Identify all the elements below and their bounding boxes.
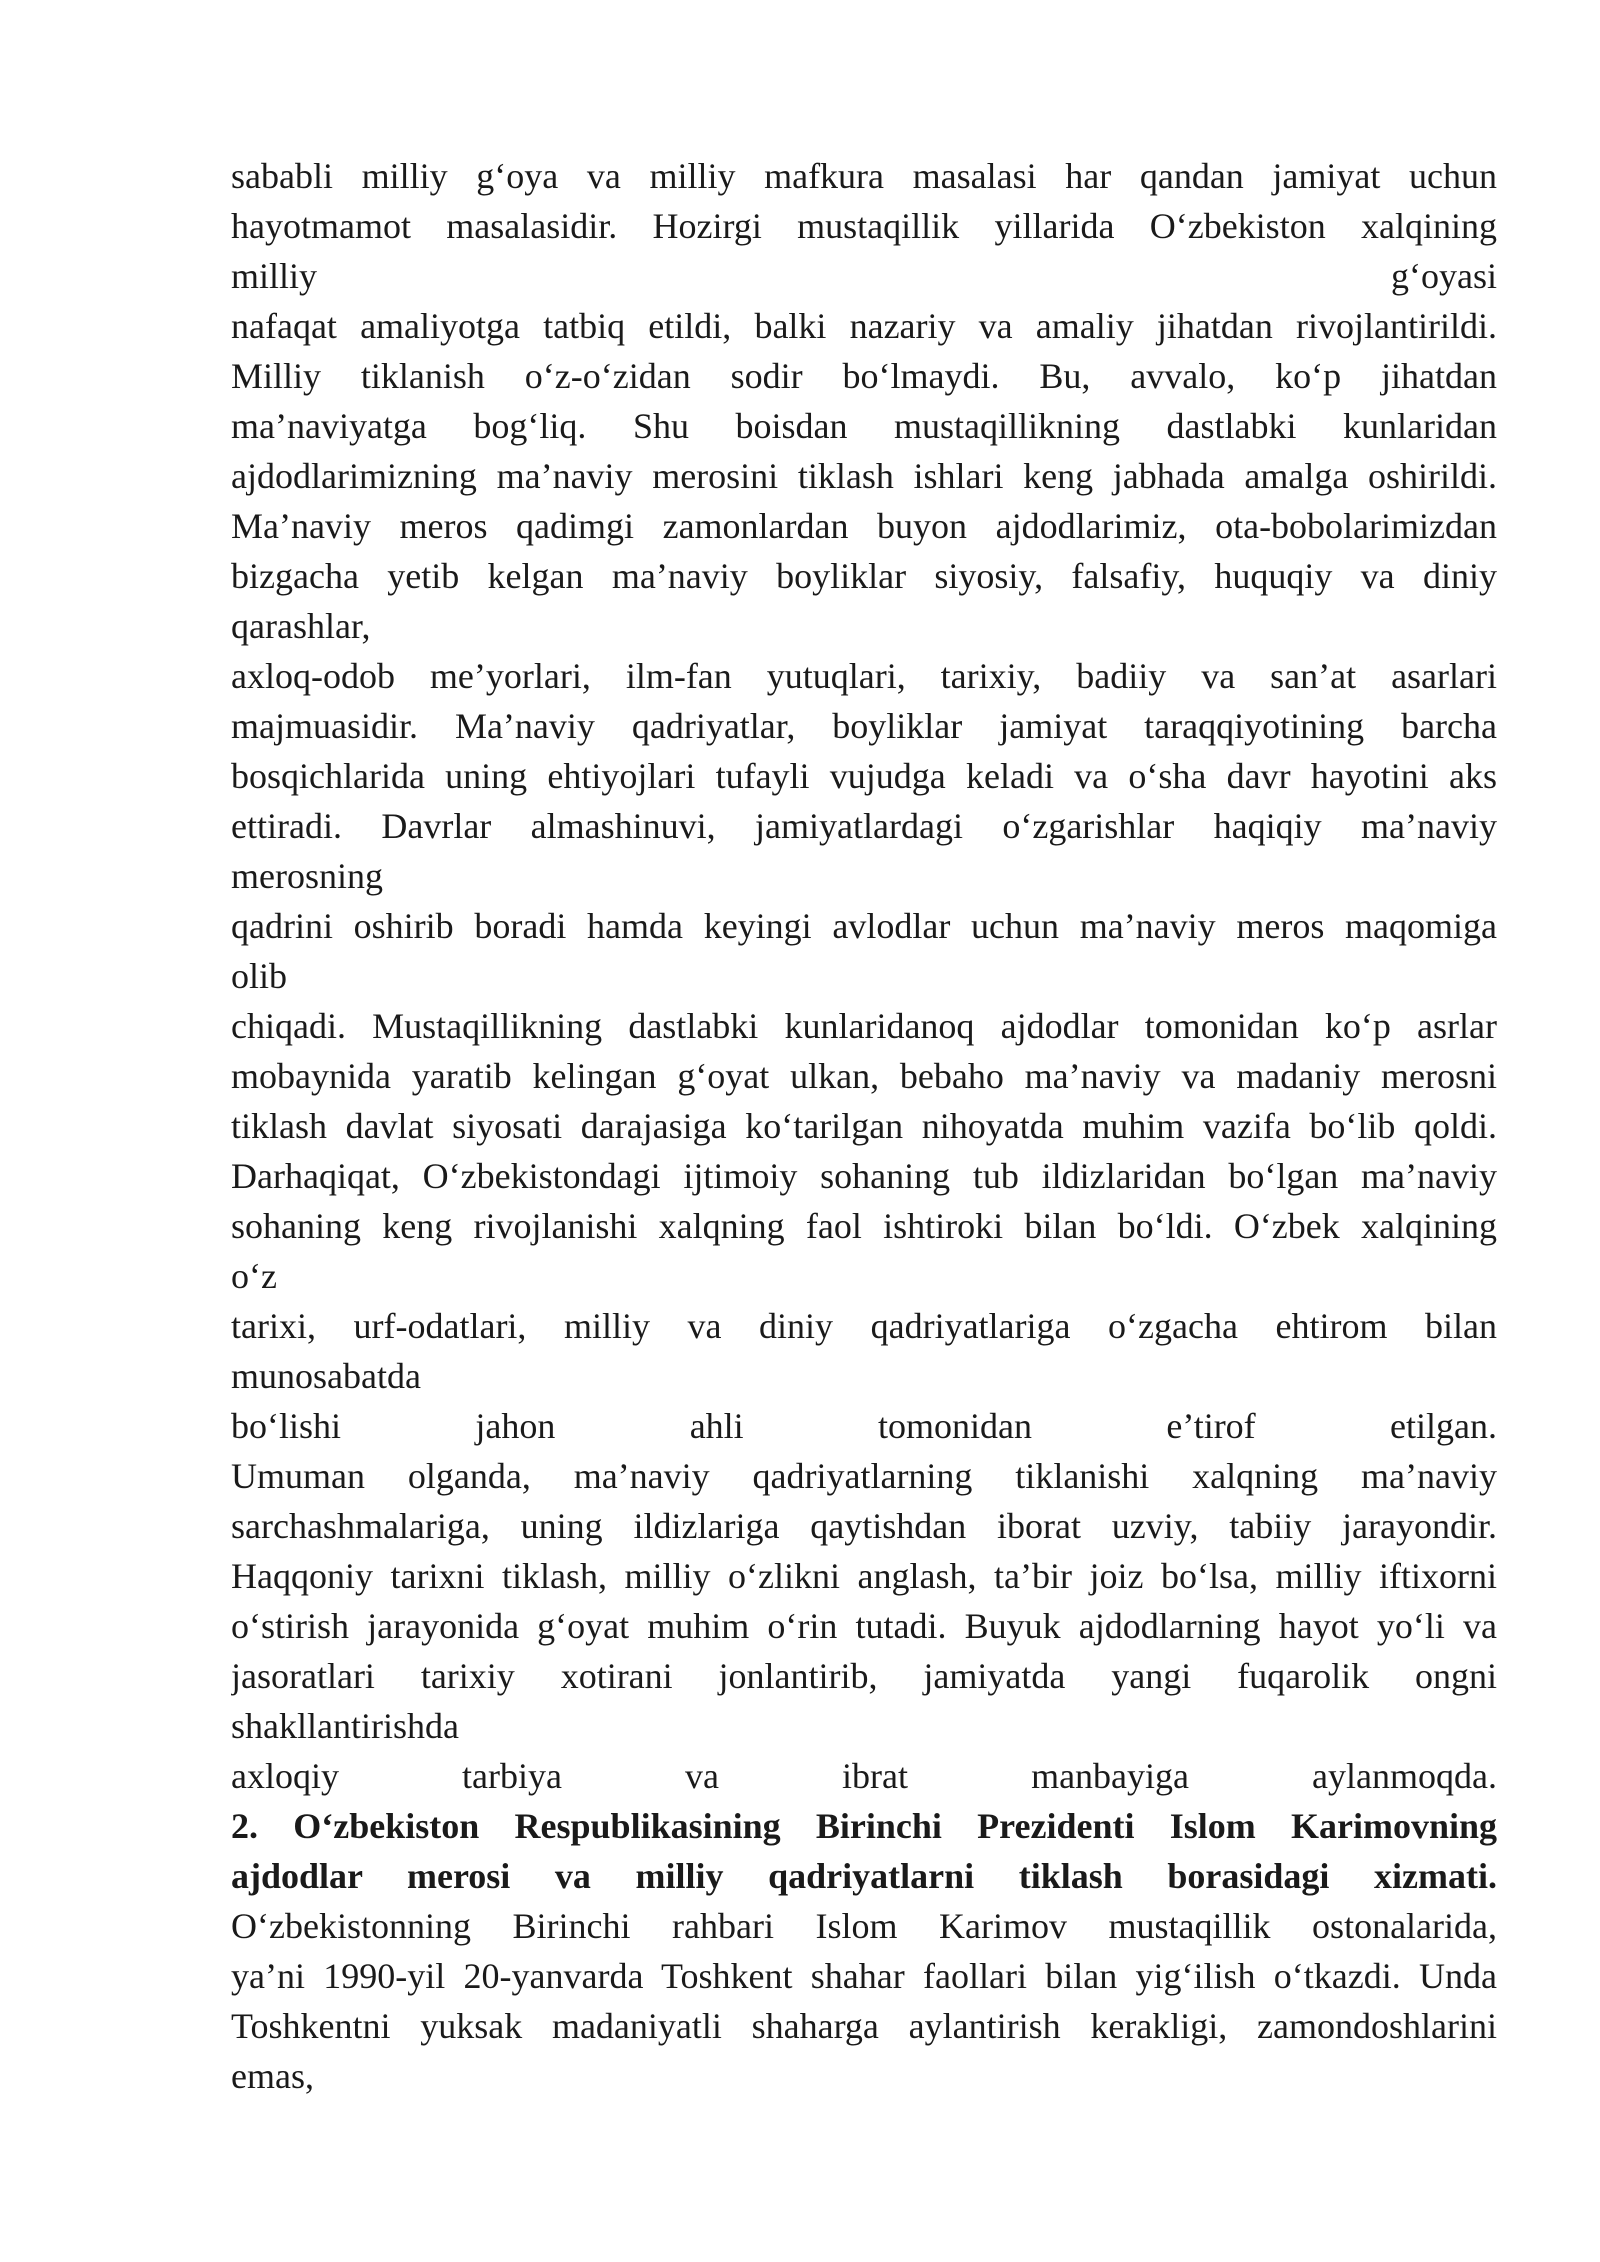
text-line: qarashlar, <box>231 606 371 646</box>
text-line: milliy g‘oyasi <box>231 256 1497 296</box>
text-line: axloq-odob me’yorlari, ilm-fan yutuqlari, tarixiy, badiiy va san’at asarlari <box>231 656 1497 696</box>
text-line: olib <box>231 956 288 996</box>
text-line: munosabatda <box>231 1356 421 1396</box>
text-line: bosqichlarida uning ehtiyojlari tufayli vujudga keladi va o‘sha davr hayotini aks <box>231 756 1497 796</box>
text-line: ettiradi. Davrlar almashinuvi, jamiyatlardagi o‘zgarishlar haqiqiy ma’naviy <box>231 806 1497 846</box>
text-line: Ma’naviy meros qadimgi zamonlardan buyon ajdodlarimiz, ota-bobolarimizdan <box>231 506 1497 546</box>
text-line: Darhaqiqat, O‘zbekistondagi ijtimoiy sohaning tub ildizlaridan bo‘lgan ma’naviy <box>231 1156 1497 1196</box>
text-line: o‘z <box>231 1256 277 1296</box>
text-line: bo‘lishi jahon ahli tomonidan e’tirof etilgan. <box>231 1406 1497 1446</box>
text-line: o‘stirish jarayonida g‘oyat muhim o‘rin tutadi. Buyuk ajdodlarning hayot yo‘li va <box>231 1606 1497 1646</box>
text-line: jasoratlari tarixiy xotirani jonlantirib, jamiyatda yangi fuqarolik ongni <box>231 1656 1497 1696</box>
text-line: sarchashmalariga, uning ildizlariga qaytishdan iborat uzviy, tabiiy jarayondir. <box>231 1506 1497 1546</box>
section-heading-line: ajdodlar merosi va milliy qadriyatlarni tiklash borasidagi xizmati. <box>231 1856 1497 1896</box>
text-line: tarixi, urf-odatlari, milliy va diniy qadriyatlariga o‘zgacha ehtirom bilan <box>231 1306 1497 1346</box>
text-line: mobaynida yaratib kelingan g‘oyat ulkan, bebaho ma’naviy va madaniy merosni <box>231 1056 1497 1096</box>
text-line: qadrini oshirib boradi hamda keyingi avlodlar uchun ma’naviy meros maqomiga <box>231 906 1497 946</box>
text-line: sohaning keng rivojlanishi xalqning faol ishtiroki bilan bo‘ldi. O‘zbek xalqining <box>231 1206 1497 1246</box>
text-line: axloqiy tarbiya va ibrat manbayiga aylanmoqda. <box>231 1756 1497 1796</box>
text-line: nafaqat amaliyotga tatbiq etildi, balki nazariy va amaliy jihatdan rivojlantirildi. <box>231 306 1497 346</box>
section-heading-line: 2. O‘zbekiston Respublikasining Birinchi Prezidenti Islom Karimovning <box>231 1806 1497 1846</box>
text-line: shakllantirishda <box>231 1706 459 1746</box>
text-line: Umuman olganda, ma’naviy qadriyatlarning tiklanishi xalqning ma’naviy <box>231 1456 1497 1496</box>
text-line: sababli milliy g‘oya va milliy mafkura masalasi har qandan jamiyat uchun <box>231 156 1497 196</box>
text-line: tiklash davlat siyosati darajasiga ko‘tarilgan nihoyatda muhim vazifa bo‘lib qoldi. <box>231 1106 1497 1146</box>
text-line: hayotmamot masalasidir. Hozirgi mustaqillik yillarida O‘zbekiston xalqining <box>231 206 1497 246</box>
text-line: O‘zbekistonning Birinchi rahbari Islom Karimov mustaqillik ostonalarida, <box>231 1906 1497 1946</box>
text-line: Haqqoniy tarixni tiklash, milliy o‘zlikni anglash, ta’bir joiz bo‘lsa, milliy iftixorni <box>231 1556 1497 1596</box>
text-line: bizgacha yetib kelgan ma’naviy boyliklar siyosiy, falsafiy, huquqiy va diniy <box>231 556 1497 596</box>
text-line: Toshkentni yuksak madaniyatli shaharga aylantirish kerakligi, zamondoshlarini <box>231 2006 1497 2046</box>
text-line: ya’ni 1990-yil 20-yanvarda Toshkent shahar faollari bilan yig‘ilish o‘tkazdi. Unda <box>231 1956 1497 1996</box>
text-line: chiqadi. Mustaqillikning dastlabki kunlaridanoq ajdodlar tomonidan ko‘p asrlar <box>231 1006 1497 1046</box>
body-text <box>231 151 1497 2101</box>
text-line: merosning <box>231 856 383 896</box>
text-line: ajdodlarimizning ma’naviy merosini tiklash ishlari keng jabhada amalga oshirildi. <box>231 456 1497 496</box>
text-line: majmuasidir. Ma’naviy qadriyatlar, boyliklar jamiyat taraqqiyotining barcha <box>231 706 1497 746</box>
text-line: Milliy tiklanish o‘z-o‘zidan sodir bo‘lmaydi. Bu, avvalo, ko‘p jihatdan <box>231 356 1497 396</box>
text-line: emas, <box>231 2056 314 2096</box>
text-line: ma’naviyatga bog‘liq. Shu boisdan mustaqillikning dastlabki kunlaridan <box>231 406 1497 446</box>
